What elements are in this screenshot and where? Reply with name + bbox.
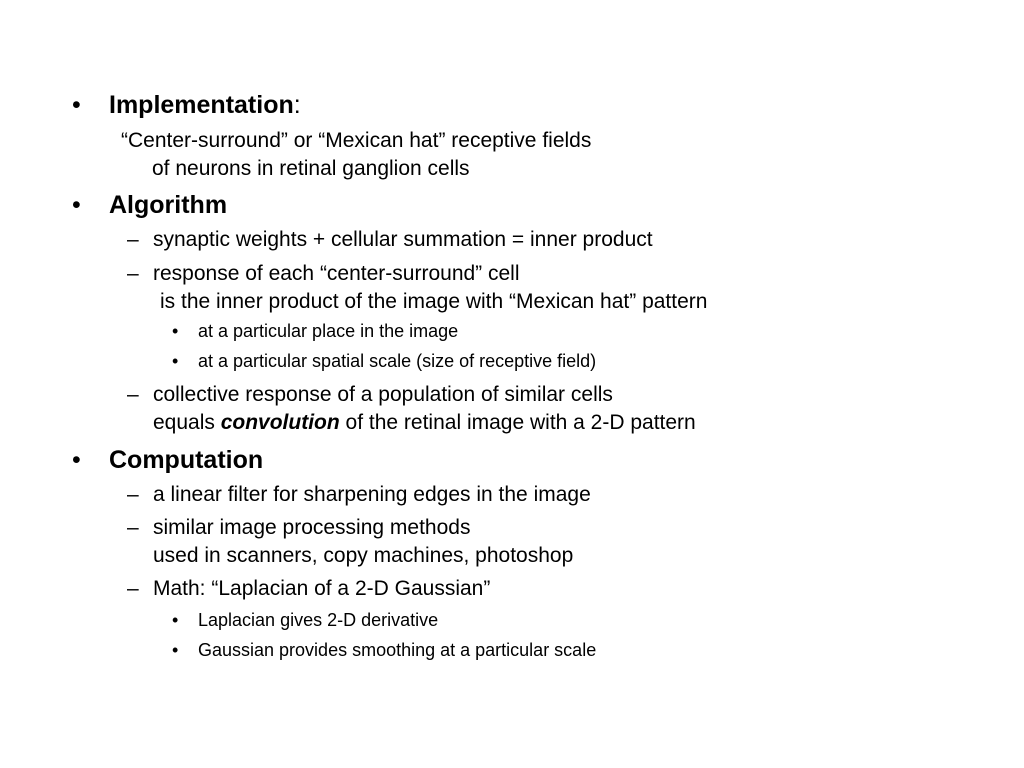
bullet-implementation: • xyxy=(72,91,81,119)
heading-algorithm-text: Algorithm xyxy=(109,191,228,219)
dash-similar-methods: – xyxy=(127,516,139,539)
dash-collective: – xyxy=(127,383,139,406)
similar-methods-line-2: used in scanners, copy machines, photoshop xyxy=(153,544,574,567)
place-line: at a particular place in the image xyxy=(198,321,459,341)
convolution-emphasis: convolution xyxy=(220,411,340,434)
collective-line-2 xyxy=(153,412,696,433)
dash-math: – xyxy=(127,577,139,600)
collective-rest: of the retinal image with a 2-D pattern xyxy=(339,411,696,434)
math-line: Math: “Laplacian of a 2-D Gaussian” xyxy=(153,577,491,600)
similar-methods-line-1: similar image processing methods xyxy=(153,516,471,539)
dot-place: • xyxy=(172,321,179,341)
collective-equals: equals xyxy=(153,411,221,434)
heading-computation xyxy=(109,448,263,473)
bullet-computation: • xyxy=(72,446,81,474)
implementation-line-1: “Center-surround” or “Mexican hat” receptive fields xyxy=(121,129,592,152)
heading-implementation xyxy=(109,93,301,118)
bullet-algorithm: • xyxy=(72,191,81,219)
heading-implementation-colon: : xyxy=(293,91,301,119)
implementation-line-2: of neurons in retinal ganglion cells xyxy=(152,157,470,180)
scale-line: at a particular spatial scale (size of receptive field) xyxy=(198,351,597,371)
heading-computation-text: Computation xyxy=(109,446,264,474)
dot-laplacian: • xyxy=(172,610,179,630)
dash-response: – xyxy=(127,262,139,285)
dash-synaptic: – xyxy=(127,228,139,251)
response-line-2: is the inner product of the image with “Mexican hat” pattern xyxy=(160,290,708,313)
collective-line-1: collective response of a population of similar cells xyxy=(153,383,613,406)
response-line-1: response of each “center-surround” cell xyxy=(153,262,520,285)
laplacian-line: Laplacian gives 2-D derivative xyxy=(198,610,439,630)
heading-algorithm xyxy=(109,193,227,218)
heading-implementation-text: Implementation xyxy=(109,91,294,119)
gaussian-line: Gaussian provides smoothing at a particular scale xyxy=(198,640,597,660)
dot-scale: • xyxy=(172,351,179,371)
linear-filter-line: a linear filter for sharpening edges in the image xyxy=(153,483,591,506)
dot-gaussian: • xyxy=(172,640,179,660)
dash-linear-filter: – xyxy=(127,483,139,506)
synaptic-line: synaptic weights + cellular summation = inner product xyxy=(153,228,653,251)
